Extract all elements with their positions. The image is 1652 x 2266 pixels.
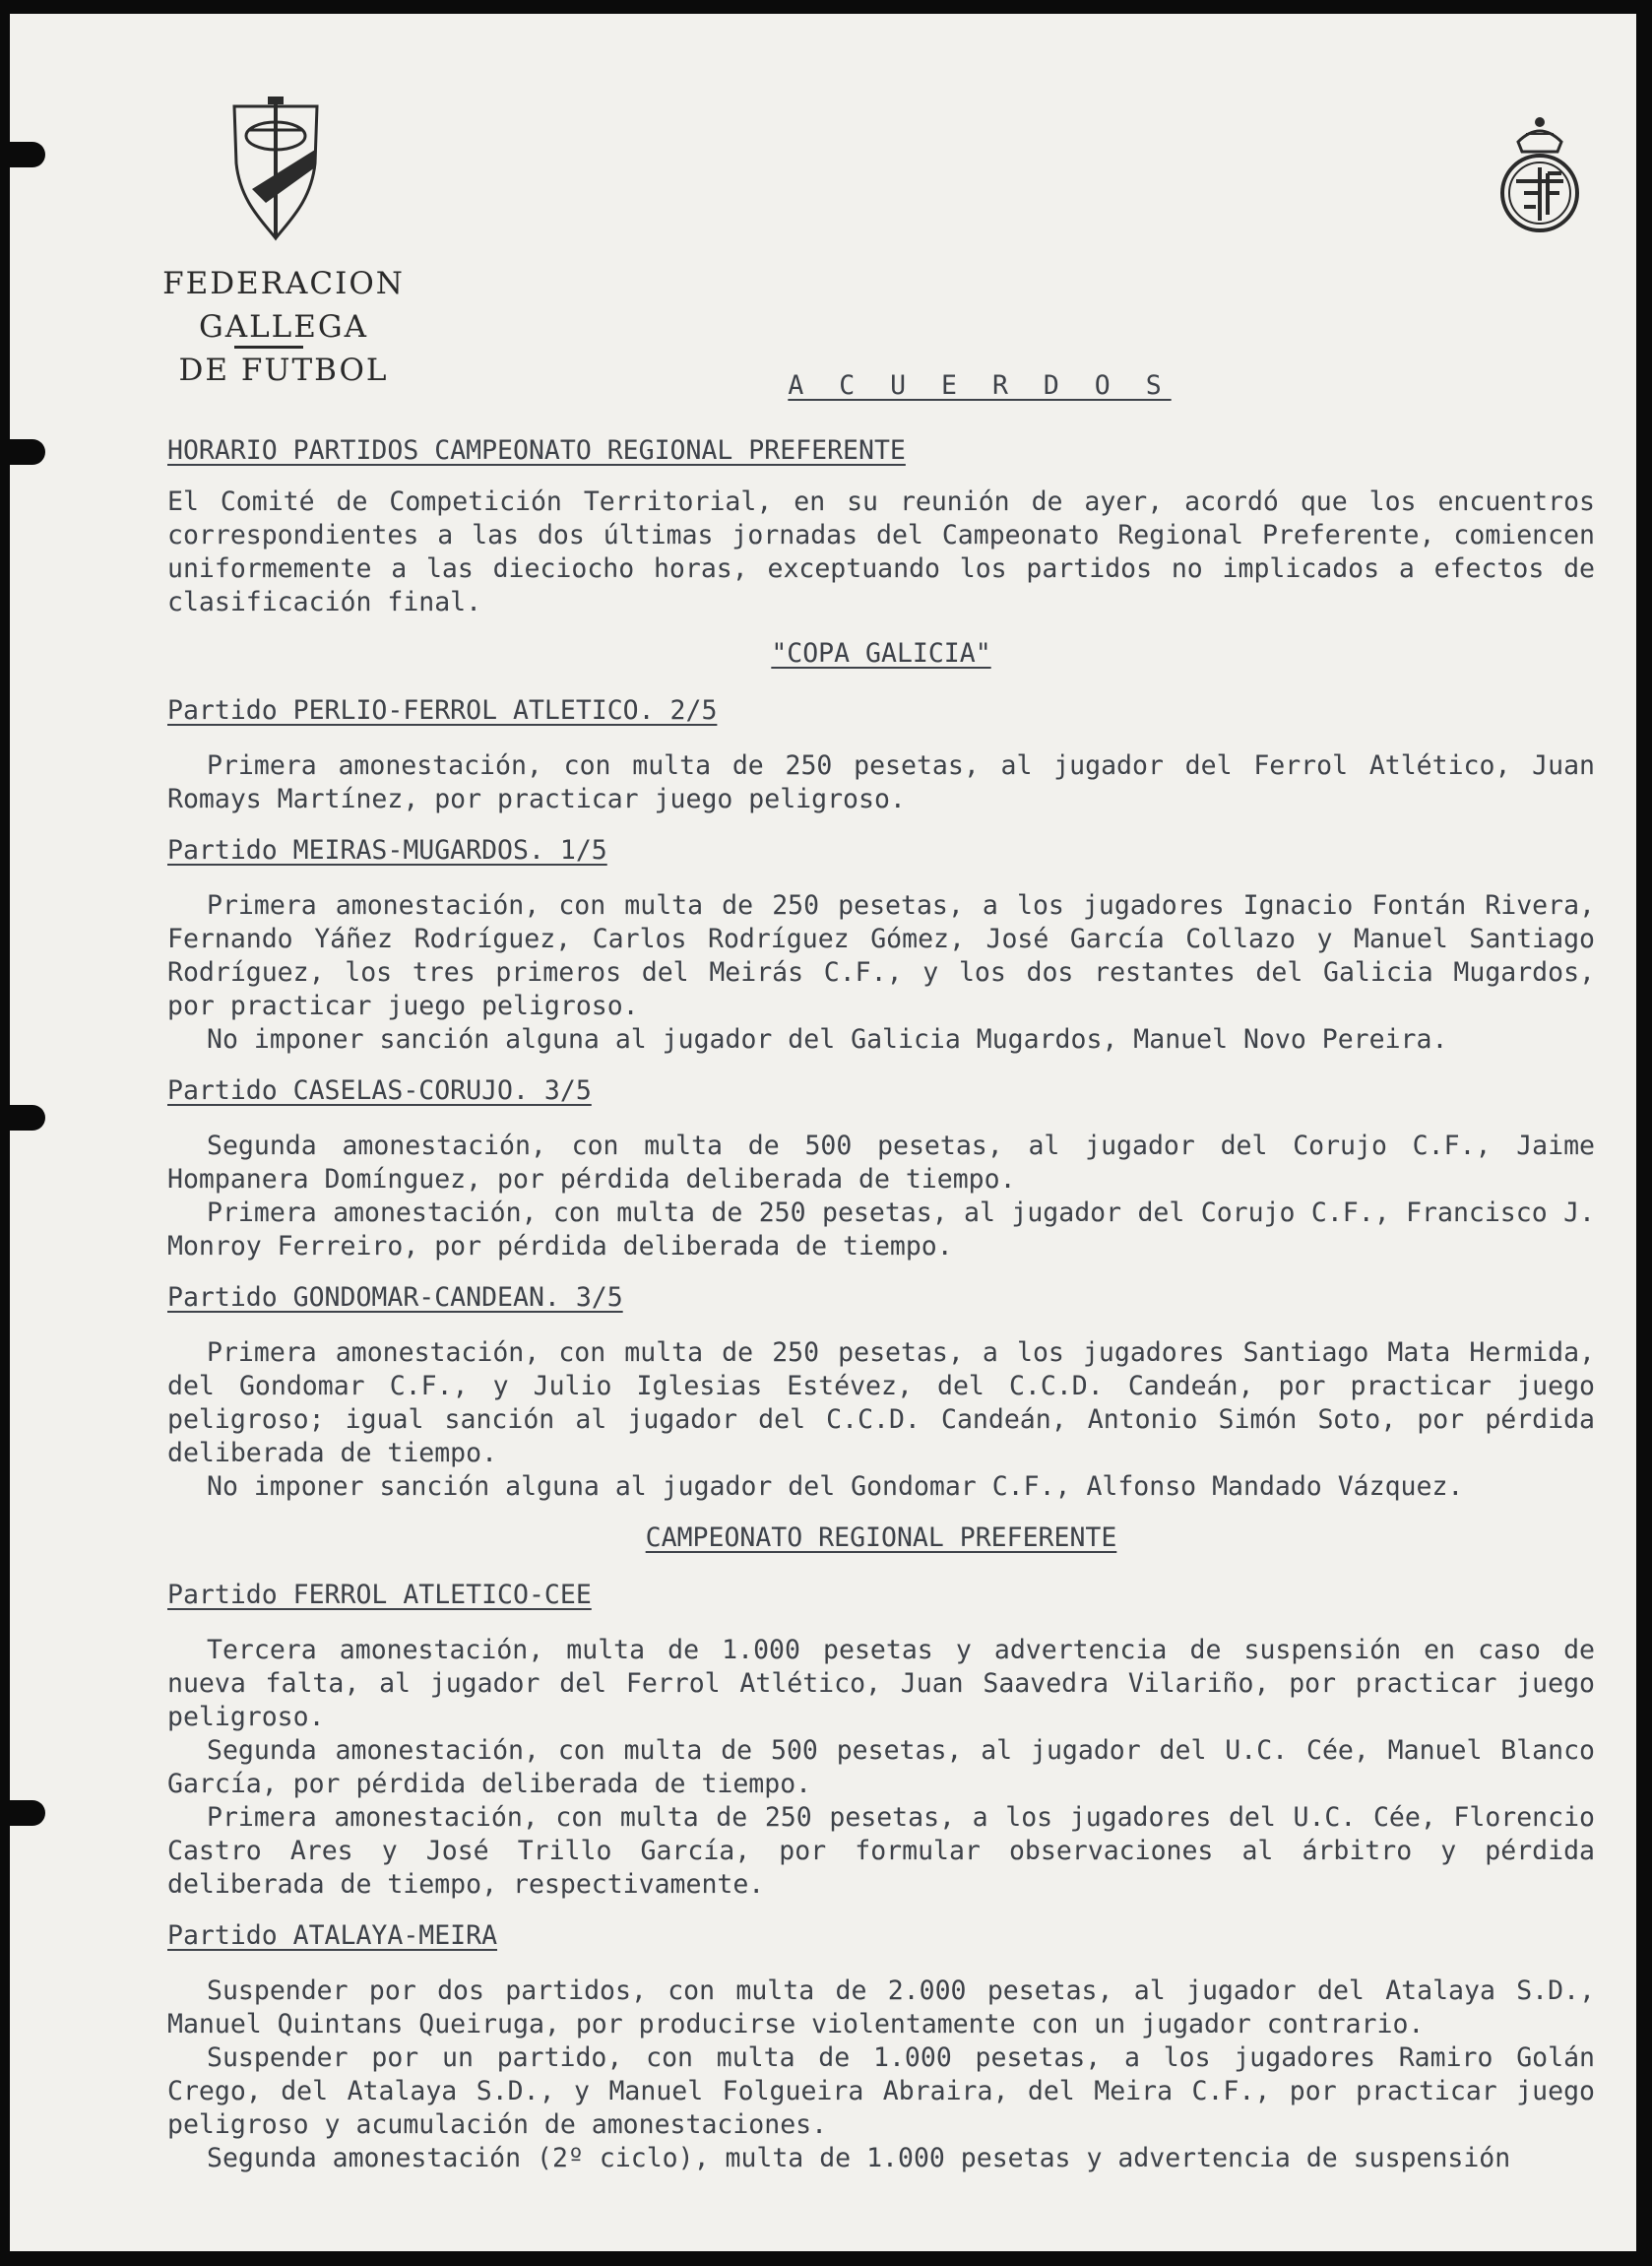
sanction-paragraph: No imponer sanción alguna al jugador del Gondomar C.F., Alfonso Mandado Vázquez.	[207, 1471, 1464, 1502]
document-title: A C U E R D O S	[788, 370, 1172, 401]
match-heading: Partido GONDOMAR-CANDEAN. 3/5	[167, 1282, 623, 1313]
sanction-paragraph: Primera amonestación, con multa de 250 pesetas, a los jugadores Ignacio Fontán Rivera, Fernando Yáñez Rodríguez, Carlos Rodríguez Gómez, José García Collazo y Manuel Santiago Rodríguez, los tres primeros del Meirás C.F., y los dos restantes del Galicia Mugardos, por practicar juego peligroso.	[167, 890, 1595, 1021]
match-block	[167, 1579, 1595, 1902]
federation-name-line1: FEDERACION GALLEGA	[162, 266, 405, 345]
match-heading: Partido MEIRAS-MUGARDOS. 1/5	[167, 835, 607, 866]
sanction-paragraph: Segunda amonestación, con multa de 500 pesetas, al jugador del U.C. Cée, Manuel Blanco García, por pérdida deliberada de tiempo.	[167, 1735, 1595, 1799]
sanction-paragraph: Suspender por dos partidos, con multa de 2.000 pesetas, al jugador del Atalaya S.D., Manuel Quintans Queiruga, por producirse violentamente con un jugador contrario.	[167, 1975, 1595, 2039]
sanction-paragraph: Suspender por un partido, con multa de 1.000 pesetas, a los jugadores Ramiro Golán Crego, del Atalaya S.D., y Manuel Folgueira Abraira, del Meira C.F., por practicar juego peligroso y acumulación de amonestaciones.	[167, 2042, 1595, 2140]
sanction-paragraph: Primera amonestación, con multa de 250 pesetas, a los jugadores del U.C. Cée, Florencio Castro Ares y José Trillo García, por formular observaciones al árbitro y pérdida deliberada de tiempo, respectivamente.	[167, 1802, 1595, 1900]
sanction-paragraph: Primera amonestación, con multa de 250 pesetas, al jugador del Ferrol Atlético, Juan Romays Martínez, por practicar juego peligroso.	[167, 750, 1595, 814]
match-block	[167, 834, 1595, 1057]
sanction-paragraph: Primera amonestación, con multa de 250 pesetas, al jugador del Corujo C.F., Francisco J. Monroy Ferreiro, por pérdida deliberada de tiempo.	[167, 1198, 1595, 1262]
binder-hole	[10, 1800, 45, 1826]
document-page	[10, 14, 1636, 2251]
match-block	[167, 1074, 1595, 1263]
letterhead-divider	[234, 346, 303, 349]
regional-preferente-title: CAMPEONATO REGIONAL PREFERENTE	[645, 1522, 1117, 1553]
sanction-paragraph: Tercera amonestación, multa de 1.000 pesetas y advertencia de suspensión en caso de nueva falta, al jugador del Ferrol Atlético, Juan Saavedra Vilariño, por practicar juego peligroso.	[167, 1635, 1595, 1732]
match-block	[167, 1919, 1595, 2175]
document-body	[167, 363, 1595, 2183]
match-heading: Partido PERLIO-FERROL ATLETICO. 2/5	[167, 695, 718, 726]
federation-crest-icon	[228, 95, 323, 242]
spanish-federation-crest-icon	[1496, 112, 1583, 234]
sanction-paragraph: Primera amonestación, con multa de 250 pesetas, a los jugadores Santiago Mata Hermida, del Gondomar C.F., y Julio Iglesias Estévez, del C.C.D. Candeán, por practicar juego peligroso; igual sanción al jugador del C.C.D. Candeán, Antonio Simón Soto, por pérdida deliberada de tiempo.	[167, 1337, 1595, 1468]
match-heading: Partido ATALAYA-MEIRA	[167, 1920, 498, 1951]
binder-hole	[10, 1105, 45, 1131]
sanction-paragraph: Segunda amonestación, con multa de 500 pesetas, al jugador del Corujo C.F., Jaime Hompanera Domínguez, por pérdida deliberada de tiempo.	[167, 1131, 1595, 1195]
intro-paragraph: El Comité de Competición Territorial, en su reunión de ayer, acordó que los encuentros correspondientes a las dos últimas jornadas del Campeonato Regional Preferente, comiencen uniformemente a las dieciocho horas, exceptuando los partidos no implicados a efectos de clasificación final.	[167, 486, 1595, 617]
sanction-paragraph: No imponer sanción alguna al jugador del Galicia Mugardos, Manuel Novo Pereira.	[207, 1024, 1448, 1055]
match-block	[167, 1281, 1595, 1504]
match-heading: Partido CASELAS-CORUJO. 3/5	[167, 1075, 592, 1106]
intro-heading: HORARIO PARTIDOS CAMPEONATO REGIONAL PREFERENTE	[167, 435, 906, 466]
binder-hole	[10, 142, 45, 167]
sanction-paragraph: Segunda amonestación (2º ciclo), multa de 1.000 pesetas y advertencia de suspensión	[207, 2143, 1511, 2173]
match-heading: Partido FERROL ATLETICO-CEE	[167, 1580, 592, 1610]
federation-name-line2: DE FUTBOL	[178, 353, 389, 388]
binder-hole	[10, 439, 45, 465]
copa-galicia-title: "COPA GALICIA"	[771, 638, 991, 669]
match-block	[167, 694, 1595, 816]
